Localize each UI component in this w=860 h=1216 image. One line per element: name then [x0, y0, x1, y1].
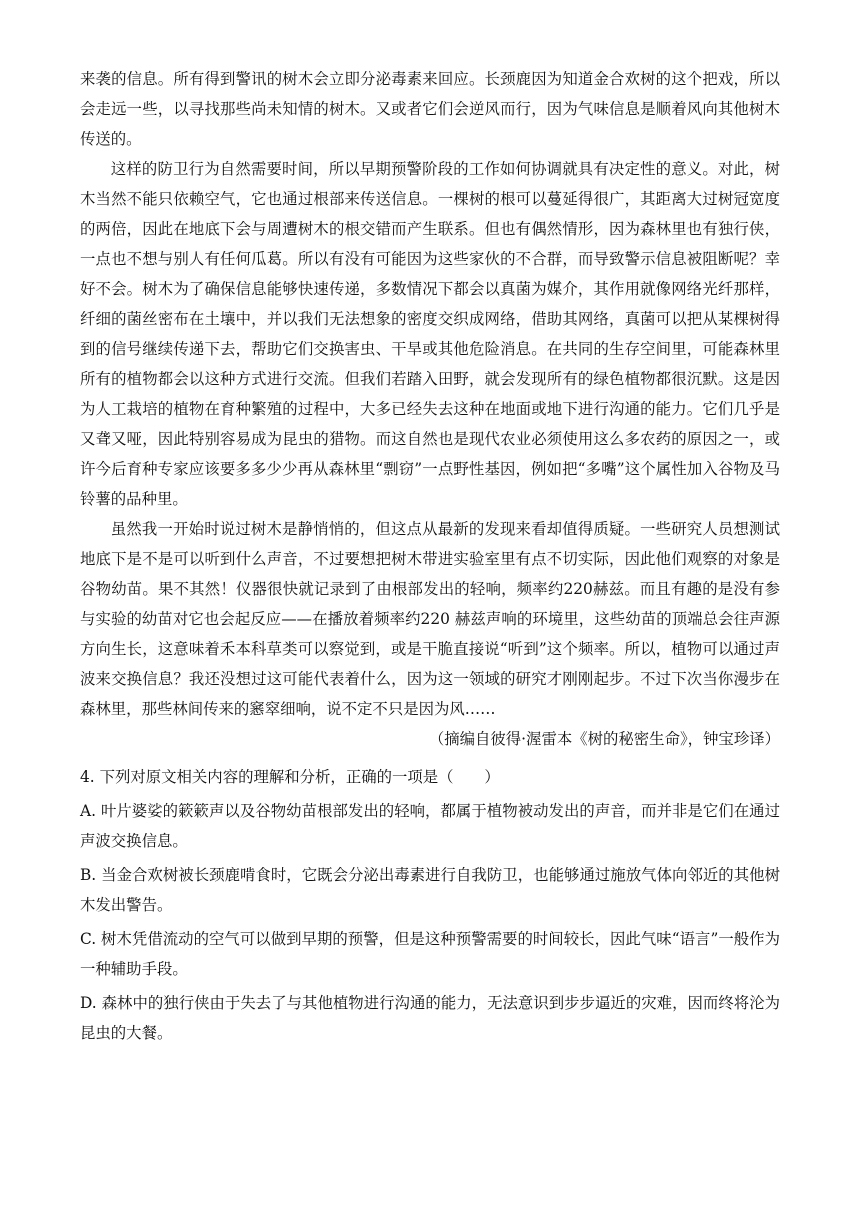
- option-c: C. 树木凭借流动的空气可以做到早期的预警，但是这种预警需要的时间较长，因此气味“语言”一般作为一种辅助手段。: [80, 930, 780, 978]
- option-b: B. 当金合欢树被长颈鹿啃食时，它既会分泌出毒素进行自我防卫，也能够通过施放气体向邻近的其他树木发出警告。: [80, 866, 780, 914]
- article-paragraph-2: 这样的防卫行为自然需要时间，所以早期预警阶段的工作如何协调就具有决定性的意义。对此，树木当然不能只依赖空气，它也通过根部来传送信息。一棵树的根可以蔓延得很广，其距离大过树冠宽度的两倍，因此在地底下会与周遭树木的根交错而产生联系。但也有偶然情形，因为森林里也有独行侠，一点也不想与别人有任何瓜葛。所以有没有可能因为这些家伙的不合群，而导致警示信息被阻断呢？幸好不会。树木为了确保信息能够快速传递，多数情况下都会以真菌为媒介，其作用就像网络光纤那样，纤细的菌丝密布在土壤中，并以我们无法想象的密度交织成网络，借助其网络，真菌可以把从某棵树得到的信号继续传递下去，帮助它们交换害虫、干旱或其他危险消息。在共同的生存空间里，可能森林里所有的植物都会以这种方式进行交流。但我们若踏入田野，就会发现所有的绿色植物都很沉默。这是因为人工栽培的植物在育种繁殖的过程中，大多已经失去这种在地面或地下进行沟通的能力。它们几乎是又聋又哑，因此特别容易成为昆虫的猎物。而这自然也是现代农业必须使用这么多农药的原因之一，或许今后育种专家应该要多多少少再从森林里“剽窃”一点野性基因，例如把“多嘴”这个属性加入谷物及马铃薯的品种里。: [80, 160, 780, 508]
- option-a: A. 叶片婆娑的簌簌声以及谷物幼苗根部发出的轻响，都属于植物被动发出的声音，而并非是它们在通过声波交换信息。: [80, 802, 780, 850]
- option-d: D. 森林中的独行侠由于失去了与其他植物进行沟通的能力，无法意识到步步逼近的灾难，因而终将沦为昆虫的大餐。: [80, 994, 780, 1042]
- article-paragraph-1: 来袭的信息。所有得到警讯的树木会立即分泌毒素来回应。长颈鹿因为知道金合欢树的这个把戏，所以会走远一些，以寻找那些尚未知情的树木。又或者它们会逆风而行，因为气味信息是顺着风向其他树木传送的。: [80, 70, 780, 148]
- document-page: [80, 64, 780, 1048]
- article-source: （摘编自彼得·渥雷本《树的秘密生命》，钟宝珍译）: [428, 730, 780, 748]
- question-stem: 4. 下列对原文相关内容的理解和分析，正确的一项是（ ）: [80, 768, 500, 786]
- article-paragraph-3: 虽然我一开始时说过树木是静悄悄的，但这点从最新的发现来看却值得质疑。一些研究人员想测试地底下是不是可以听到什么声音，不过要想把树木带进实验室里有点不切实际，因此他们观察的对象是谷物幼苗。果不其然！仪器很快就记录到了由根部发出的轻响，频率约220赫兹。而且有趣的是没有参与实验的幼苗对它也会起反应——在播放着频率约220 赫兹声响的环境里，这些幼苗的顶端总会往声源方向生长，这意味着禾本科草类可以察觉到，或是干脆直接说“听到”这个频率。所以，植物可以通过声波来交换信息？我还没想过这可能代表着什么，因为这一领域的研究才刚刚起步。不过下次当你漫步在森林里，那些林间传来的窸窣细响，说不定不只是因为风……: [80, 520, 780, 718]
